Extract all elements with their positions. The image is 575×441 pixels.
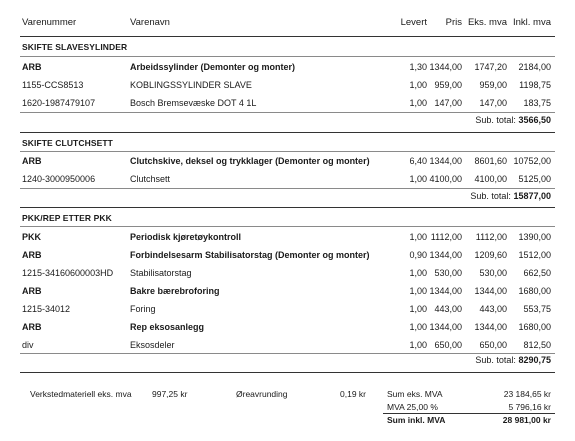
subtotal-divider — [20, 112, 555, 113]
cell-varenummer: ARB — [22, 156, 42, 166]
cell-pris: 1344,00 — [429, 156, 462, 166]
cell-varenummer: ARB — [22, 62, 42, 72]
section-title: SKIFTE SLAVESYLINDER — [22, 42, 128, 52]
section-subtotal — [475, 355, 551, 365]
subtotal-label: Sub. total: — [470, 191, 511, 201]
cell-varenavn: Periodisk kjøretøykontroll — [130, 232, 242, 242]
cell-varenummer: 1215-34012 — [22, 304, 71, 314]
cell-inkl-mva: 2184,00 — [518, 62, 551, 72]
cell-varenavn: Bakre bærebroforing — [130, 286, 220, 296]
cell-eks-mva: 1747,20 — [474, 62, 507, 72]
oreavrunding-label: Øreavrunding — [236, 389, 288, 399]
cell-levert: 1,00 — [409, 268, 427, 278]
cell-pris: 650,00 — [434, 340, 462, 350]
table-row — [20, 300, 555, 318]
section-end-divider — [20, 132, 555, 133]
cell-pris: 443,00 — [434, 304, 462, 314]
cell-pris: 1344,00 — [429, 322, 462, 332]
cell-levert: 1,00 — [409, 80, 427, 90]
table-row — [20, 58, 555, 76]
table-header — [20, 14, 555, 32]
cell-varenummer: div — [22, 340, 34, 350]
sum-eks-mva-value: 23 184,65 kr — [503, 389, 551, 399]
verkstedmateriell-label: Verkstedmateriell eks. mva — [30, 389, 132, 399]
cell-eks-mva: 1112,00 — [475, 232, 507, 242]
sum-eks-mva-label: Sum eks. MVA — [387, 389, 443, 399]
table-row — [20, 152, 555, 170]
cell-varenummer: ARB — [22, 250, 42, 260]
header-levert: Levert — [400, 17, 427, 28]
cell-varenummer: 1240-3000950006 — [22, 174, 96, 184]
cell-levert: 6,40 — [409, 156, 427, 166]
subtotal-label: Sub. total: — [475, 355, 516, 365]
header-varenavn: Varenavn — [130, 17, 170, 28]
cell-eks-mva: 1209,60 — [474, 250, 507, 260]
section-subtotal — [470, 191, 551, 201]
cell-varenummer: 1620-1987479107 — [22, 98, 96, 108]
cell-varenavn: Clutchsett — [130, 174, 171, 184]
table-row — [20, 94, 555, 112]
cell-levert: 1,00 — [409, 232, 427, 242]
header-varenummer: Varenummer — [22, 17, 77, 28]
cell-levert: 1,00 — [409, 286, 427, 296]
cell-eks-mva: 1344,00 — [474, 286, 507, 296]
cell-pris: 1344,00 — [429, 62, 462, 72]
cell-varenummer: 1155-CCS8513 — [22, 80, 84, 90]
cell-levert: 1,00 — [409, 304, 427, 314]
cell-inkl-mva: 1680,00 — [518, 286, 551, 296]
section-subtotal — [475, 115, 551, 125]
cell-varenavn: Bosch Bremsevæske DOT 4 1L — [130, 98, 257, 108]
cell-levert: 1,00 — [409, 98, 427, 108]
cell-pris: 1112,00 — [430, 232, 462, 242]
table-row — [20, 228, 555, 246]
table-row — [20, 170, 555, 188]
subtotal-divider — [20, 188, 555, 189]
header-inkl-mva: Inkl. mva — [512, 17, 551, 28]
cell-varenummer: 1215-34160600003HD — [22, 268, 114, 278]
cell-eks-mva: 530,00 — [479, 268, 507, 278]
section-end-divider — [20, 207, 555, 208]
verkstedmateriell-value: 997,25 kr — [152, 389, 188, 399]
table-row — [20, 282, 555, 300]
cell-eks-mva: 443,00 — [479, 304, 507, 314]
subtotal-value: 8290,75 — [518, 355, 551, 365]
cell-varenavn: Eksosdeler — [130, 340, 175, 350]
cell-eks-mva: 1344,00 — [474, 322, 507, 332]
oreavrunding-value: 0,19 kr — [340, 389, 366, 399]
cell-pris: 1344,00 — [429, 286, 462, 296]
cell-inkl-mva: 553,75 — [523, 304, 551, 314]
section-title: SKIFTE CLUTCHSETT — [22, 138, 113, 148]
table-row — [20, 246, 555, 264]
table-row — [20, 336, 555, 354]
cell-eks-mva: 8601,60 — [474, 156, 507, 166]
mva-value: 5 796,16 kr — [508, 402, 551, 412]
sum-inkl-mva-label: Sum inkl. MVA — [387, 415, 446, 425]
cell-pris: 4100,00 — [429, 174, 462, 184]
cell-eks-mva: 4100,00 — [474, 174, 507, 184]
section-divider — [20, 226, 555, 227]
cell-varenummer: PKK — [22, 232, 42, 242]
cell-levert: 1,00 — [409, 174, 427, 184]
cell-varenavn: Clutchskive, deksel og trykklager (Demonter og monter) — [130, 156, 370, 166]
cell-inkl-mva: 1390,00 — [518, 232, 551, 242]
subtotal-value: 3566,50 — [518, 115, 551, 125]
sum-inkl-mva-value: 28 981,00 kr — [502, 415, 551, 425]
subtotal-label: Sub. total: — [475, 115, 516, 125]
cell-eks-mva: 959,00 — [479, 80, 507, 90]
header-divider — [20, 36, 555, 37]
cell-varenavn: Stabilisatorstag — [130, 268, 192, 278]
cell-pris: 959,00 — [434, 80, 462, 90]
cell-varenummer: ARB — [22, 286, 42, 296]
cell-inkl-mva: 1680,00 — [518, 322, 551, 332]
subtotal-divider — [20, 353, 555, 354]
cell-levert: 0,90 — [409, 250, 427, 260]
cell-varenavn: Rep eksosanlegg — [130, 322, 205, 332]
section-title: PKK/REP ETTER PKK — [22, 213, 112, 223]
section-divider — [20, 56, 555, 57]
header-eks-mva: Eks. mva — [467, 17, 507, 28]
cell-levert: 1,00 — [409, 340, 427, 350]
cell-varenummer: ARB — [22, 322, 42, 332]
cell-pris: 1344,00 — [429, 250, 462, 260]
mva-label: MVA 25,00 % — [387, 402, 438, 412]
cell-varenavn: Foring — [130, 304, 156, 314]
cell-inkl-mva: 1198,75 — [519, 80, 551, 90]
cell-inkl-mva: 812,50 — [523, 340, 551, 350]
cell-varenavn: Arbeidssylinder (Demonter og monter) — [130, 62, 296, 72]
cell-inkl-mva: 662,50 — [523, 268, 551, 278]
header-pris: Pris — [445, 17, 462, 28]
cell-eks-mva: 147,00 — [479, 98, 507, 108]
cell-levert: 1,30 — [409, 62, 427, 72]
cell-levert: 1,00 — [409, 322, 427, 332]
cell-inkl-mva: 5125,00 — [518, 174, 551, 184]
cell-eks-mva: 650,00 — [479, 340, 507, 350]
section-end-divider — [20, 372, 555, 373]
total-divider — [383, 413, 555, 414]
cell-pris: 147,00 — [434, 98, 462, 108]
table-row — [20, 318, 555, 336]
cell-inkl-mva: 1512,00 — [518, 250, 551, 260]
cell-varenavn: Forbindelsesarm Stabilisatorstag (Demonter og monter) — [130, 250, 370, 260]
table-row — [20, 264, 555, 282]
subtotal-value: 15877,00 — [513, 191, 551, 201]
cell-inkl-mva: 183,75 — [523, 98, 551, 108]
table-row — [20, 76, 555, 94]
cell-pris: 530,00 — [434, 268, 462, 278]
cell-varenavn: KOBLINGSSYLINDER SLAVE — [130, 80, 252, 90]
cell-inkl-mva: 10752,00 — [513, 156, 551, 166]
